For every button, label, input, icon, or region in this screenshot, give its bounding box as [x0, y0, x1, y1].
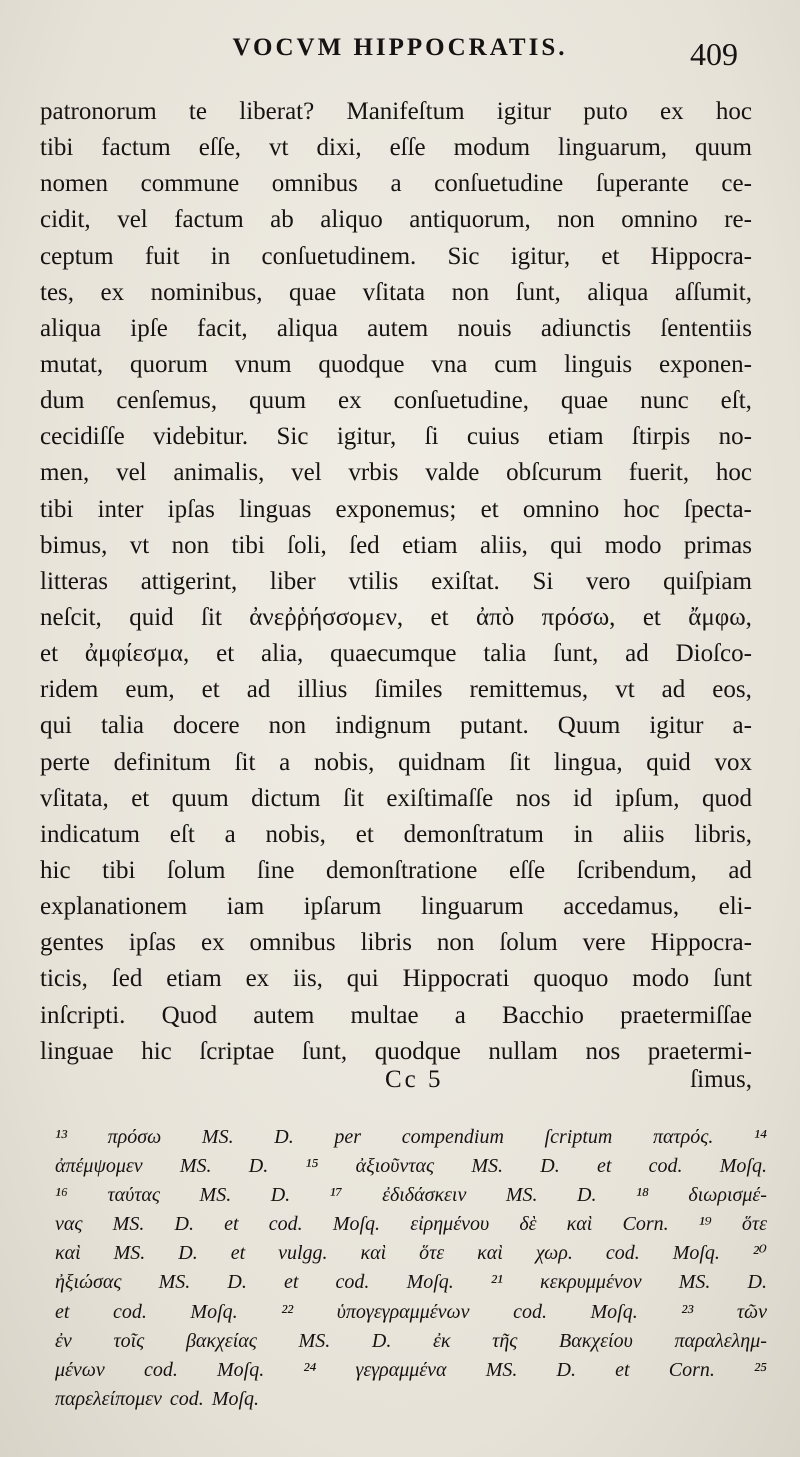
text-line: perte definitum ſit a nobis, quidnam ſit lingua, quid vox	[40, 748, 752, 776]
catchword: ſimus,	[690, 1066, 752, 1093]
catchline	[40, 1063, 752, 1097]
text-line: nomen commune omnibus a conſuetudine ſuperante ce-	[40, 170, 752, 198]
running-header: VOCVM HIPPOCRATIS.	[232, 34, 568, 61]
text-line: cecidiſſe videbitur. Sic igitur, ſi cuius etiam ſtirpis no-	[40, 423, 752, 451]
footnote-line: et cod. Moſq. ²² ὑπογεγραμμένων cod. Moſq. ²³ τῶν	[55, 1300, 767, 1323]
text-line: indicatum eſt a nobis, et demonſtratum in aliis libris,	[40, 820, 752, 848]
text-line: et ἀμφίεσμα, et alia, quaecumque talia ſunt, ad Dioſco-	[40, 640, 752, 668]
text-line: qui talia docere non indignum putant. Quum igitur a-	[40, 712, 752, 740]
footnote-line: ἐν τοῖς βακχείας MS. D. ἐκ τῆς Βακχείου παραλελημ-	[55, 1329, 767, 1352]
footnote-line: ¹⁶ ταύτας MS. D. ¹⁷ ἐδιδάσκειν MS. D. ¹⁸ διωρισμέ-	[55, 1184, 767, 1207]
footnotes	[55, 1123, 767, 1414]
text-line: tibi factum eſſe, vt dixi, eſſe modum linguarum, quum	[40, 134, 752, 162]
footnote-line: μένων cod. Moſq. ²⁴ γεγραμμένα MS. D. et Corn. ²⁵	[55, 1358, 767, 1381]
footnote-line: ἀπέμψομεν MS. D. ¹⁵ ἀξιοῦντας MS. D. et cod. Moſq.	[55, 1155, 767, 1178]
text-line: vſitata, et quum dictum ſit exiſtimaſſe nos id ipſum, quod	[40, 784, 752, 812]
footnote-line: παρελείπομεν cod. Moſq.	[55, 1387, 260, 1410]
text-line: litteras attigerint, liber vtilis exiſtat. Si vero quiſpiam	[40, 567, 752, 595]
text-line: bimus, vt non tibi ſoli, ſed etiam aliis, qui modo primas	[40, 531, 752, 559]
text-line: patronorum te liberat? Manifeſtum igitur puto ex hoc	[40, 98, 752, 125]
text-line: ticis, ſed etiam ex iis, qui Hippocrati quoquo modo ſunt	[40, 965, 752, 993]
footnote-line: ¹³ πρόσω MS. D. per compendium ſcriptum πατρός. ¹⁴	[55, 1126, 767, 1148]
signature-mark: Cc 5	[385, 1066, 444, 1093]
text-line: hic tibi ſolum ſine demonſtratione eſſe ſcribendum, ad	[40, 856, 752, 884]
text-line: ceptum fuit in conſuetudinem. Sic igitur, et Hippocra-	[40, 242, 752, 270]
text-line: cidit, vel factum ab aliquo antiquorum, non omnino re-	[40, 206, 752, 234]
text-line: gentes ipſas ex omnibus libris non ſolum vere Hippocra-	[40, 929, 752, 957]
text-line: mutat, quorum vnum quodque vna cum linguis exponen-	[40, 350, 752, 378]
main-text	[40, 94, 752, 1070]
footnote-line: καὶ MS. D. et vulgg. καὶ ὅτε καὶ χωρ. cod. Moſq. ²⁰	[55, 1242, 767, 1265]
text-line: men, vel animalis, vel vrbis valde obſcurum fuerit, hoc	[40, 459, 752, 487]
text-line: dum cenſemus, quum ex conſuetudine, quae nunc eſt,	[40, 387, 752, 415]
text-line: neſcit, quid ſit ἀνεῤῥήσσομεν, et ἀπὸ πρόσω, et ἄμφω,	[40, 603, 752, 631]
text-line: explanationem iam ipſarum linguarum accedamus, eli-	[40, 893, 752, 921]
text-line: tibi inter ipſas linguas exponemus; et omnino hoc ſpecta-	[40, 495, 752, 523]
footnote-line: νας MS. D. et cod. Moſq. εἰρημένου δὲ καὶ Corn. ¹⁹ ὅτε	[55, 1213, 767, 1236]
text-line: aliqua ipſe facit, aliqua autem nouis adiunctis ſententiis	[40, 314, 752, 342]
text-line: ridem eum, et ad illius ſimiles remittemus, vt ad eos,	[40, 676, 752, 704]
page-number: 409	[690, 36, 738, 72]
text-line: linguae hic ſcriptae ſunt, quodque nullam nos praetermi-	[40, 1037, 752, 1065]
text-line: tes, ex nominibus, quae vſitata non ſunt, aliqua aſſumit,	[40, 278, 752, 306]
footnote-line: ἠξιώσας MS. D. et cod. Moſq. ²¹ κεκρυμμένον MS. D.	[55, 1271, 767, 1294]
text-line: inſcripti. Quod autem multae a Bacchio praetermiſſae	[40, 1001, 752, 1029]
